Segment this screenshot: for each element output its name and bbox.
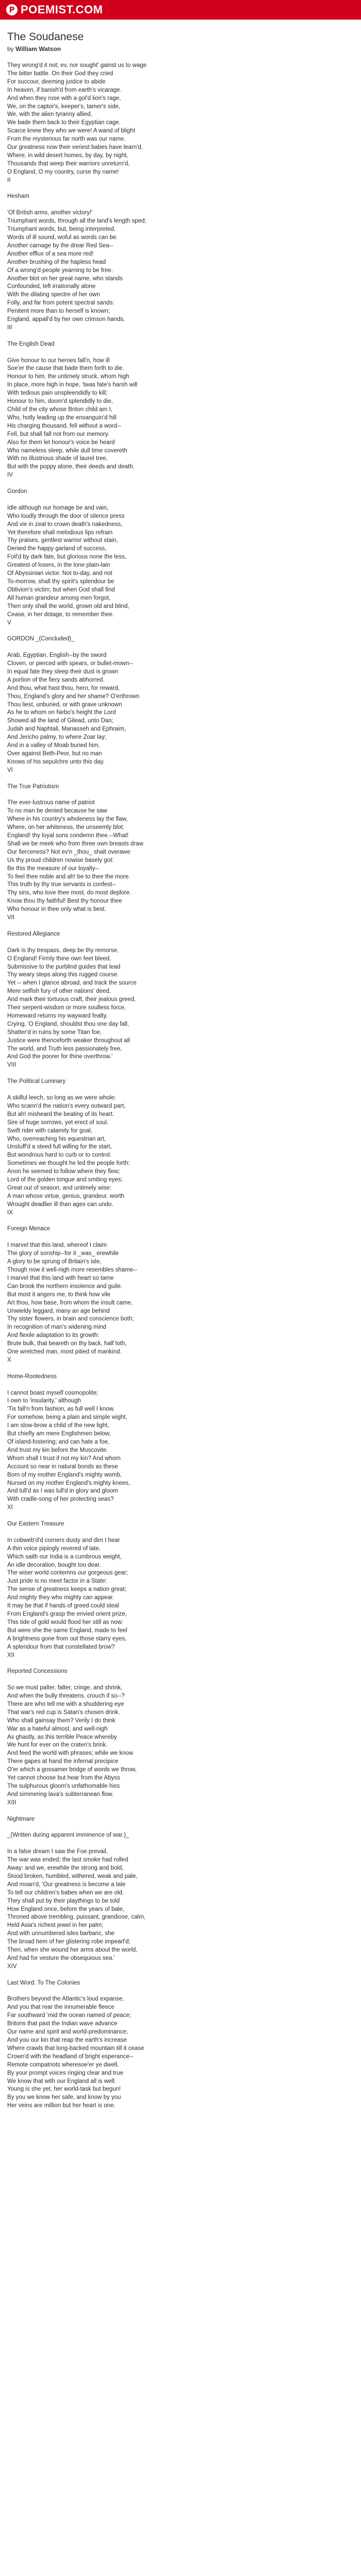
poem-line: Nightmare — [7, 1816, 35, 1822]
poem-line: Shatter'd in ruins by some Titan foe, — [7, 1029, 102, 1036]
stanza-break — [7, 496, 354, 504]
poem-line: I own to 'insularity,' although — [7, 1398, 81, 1404]
poem-line: Then, when she wound her arms about the world, — [7, 1947, 138, 1954]
poem-line: Who scann'd the nation's every outward part, — [7, 1103, 126, 1109]
poem-line: Foil'd by dark fate, but glorious none the less, — [7, 554, 127, 561]
poem-line: And in a valley of Moab buried him, — [7, 742, 100, 749]
poem-line: There are who tell me with a shuddering eye — [7, 1701, 124, 1707]
top-bar — [0, 0, 361, 20]
poem-line: Held Asia's richest jewel in her palm; — [7, 1922, 104, 1929]
poem-line: There gapes at hand the infernal precipice — [7, 1758, 119, 1765]
poem-line: In a false dream I saw the Foe prevail. — [7, 1849, 108, 1855]
poem-line: Unstuff'd a steed full willing for the start, — [7, 1144, 112, 1150]
poem-line: The ever-lustrous name of patriot — [7, 800, 95, 806]
poem-line: Folly, and far from potent spectral sands: — [7, 300, 114, 307]
poem-line: How England once, before the years of bale, — [7, 1906, 124, 1912]
poem-line: Child of the city whose Briton child am I, — [7, 406, 112, 413]
poem-line: Yet therefore shall melodious lips refrain — [7, 529, 113, 536]
poem-line: Last Word: To The Colonies — [7, 1979, 80, 1986]
poem-line: VI — [7, 767, 13, 773]
poem-line: Greatest of losers, in the lone plain-lain — [7, 562, 110, 569]
poem-line: Cease, in her dotage, to remember thee. — [7, 611, 114, 618]
poem-line: The wiser world contemns our gorgeous gear; — [7, 1570, 128, 1577]
poem-line: Stood broken, humbled, withered, weak and pale, — [7, 1873, 138, 1879]
poem-line: A skilful leech, so long as we were whole: — [7, 1094, 116, 1101]
poem-line: To tell our children's babes when we are old. — [7, 1889, 124, 1896]
stanza-break — [7, 332, 354, 341]
poem-line: Our greatness now their veriest babes have learn'd, — [7, 144, 143, 151]
poem-line: VII — [7, 914, 15, 921]
poem-line: Brute bulk, that beareth on thy back, half loth, — [7, 1341, 127, 1347]
poem-line: The Political Luminary — [7, 1078, 66, 1085]
poem-line: Born of my mother England's mighty womb, — [7, 1471, 122, 1478]
stanza-break — [7, 1823, 354, 1832]
stanza-break — [7, 1659, 354, 1668]
stanza-break — [7, 349, 354, 357]
poem-line: Over against Beth-Peor, but no man — [7, 751, 102, 757]
poem-line: Brothers beyond the Atlantic's loud expanse, — [7, 1996, 124, 2003]
poem-line: From the mysterious far north was our name. — [7, 136, 126, 143]
poem-line: We bade them back to their Egyptian cage. — [7, 120, 121, 126]
poem-line: Britons that past the Indian wave advance — [7, 2021, 118, 2027]
poem-line: Soe'er the cause that bade them forth to die. — [7, 365, 124, 372]
poem-line: England, appall'd by her own crimson hands. — [7, 316, 125, 323]
poem-line: VIII — [7, 1062, 17, 1069]
poem-content — [0, 20, 361, 2110]
poem-line: Triumphant words, through all the land's length sped; — [7, 218, 146, 225]
stanza-break — [7, 1529, 354, 1537]
poem-line: By you we know her safe, and know by you — [7, 2094, 121, 2101]
poem-line: Knows of his sepulchre unto this day. — [7, 758, 105, 765]
poem-line: Who loudly through the door of silence press — [7, 513, 125, 519]
poem-line: Shall we be meek who from three own breasts draw — [7, 840, 143, 847]
poem-line: Their serpent-wisdom or more soulless force, — [7, 1005, 126, 1011]
poem-line: Fell, but shall fall not from our memory. — [7, 431, 109, 437]
stanza-break — [7, 1381, 354, 1389]
poem-line: And thou, what hast thou, hero, for reward, — [7, 685, 120, 691]
poem-line: His charging thousand, fell without a word-- — [7, 422, 121, 429]
poem-line: Foreign Menace — [7, 1226, 51, 1232]
poem-line: O'er which a gossamer bridge of words we throw, — [7, 1767, 137, 1773]
poem-line: But were she the same England, made to feel — [7, 1627, 127, 1634]
stanza-break — [7, 1070, 354, 1078]
stanza-break — [7, 1676, 354, 1684]
poem-line: Just pride is no meet factor in a State: — [7, 1578, 107, 1585]
poem-line: Be this the measure of our loyalty-- — [7, 865, 100, 872]
poem-line: Hesham — [7, 193, 29, 200]
poem-line: I marvel that this land, whereof I claim — [7, 1242, 107, 1249]
poem-line: Her veins are million but her heart is one. — [7, 2103, 116, 2109]
byline-prefix: by — [7, 45, 16, 53]
poem-line: Sometimes we thought he led the people forth: — [7, 1160, 130, 1167]
poem-line: Our fierceness? Not ev'n _thou_ shalt overawe — [7, 849, 130, 855]
poem-line: Wrought deadlier ill than ages can undo. — [7, 1201, 113, 1208]
poem-line: Art thou, how base, from whom the insult came, — [7, 1299, 133, 1306]
poem-line: Thy praises, gentlest warrior without stain, — [7, 537, 118, 544]
poem-line: III — [7, 324, 12, 331]
poem-line: Of Abyssinian victor. Not to-day, and not — [7, 570, 112, 577]
poem-line: Honour to him, the untimely struck, whom high — [7, 374, 129, 380]
poem-line: Arab, Egyptian, English--by the sword — [7, 652, 107, 659]
poem-line: O England, O my country, curse thy name! — [7, 168, 119, 175]
stanza-break — [7, 1988, 354, 1996]
poem-line: Justice were thenceforth weaker throughout all — [7, 1037, 130, 1044]
poem-line: By your prompt voices ringing clear and true — [7, 2070, 123, 2076]
poem-line: The sense of greatness keeps a nation great; — [7, 1586, 126, 1593]
poem-line: From England's grasp the envied orient prize, — [7, 1611, 127, 1617]
poem-line: Crying, 'O England, shouldst thou one day fall, — [7, 1021, 129, 1027]
poem-line: Another efflux of a sea more red! — [7, 250, 94, 257]
poem-line: But ah! misheard the beating of its heart. — [7, 1111, 114, 1117]
poem-line: For somehow, being a plain and simple wight, — [7, 1414, 127, 1421]
poem-line: For succour, deeming justice to abide — [7, 78, 106, 85]
stanza-break — [7, 1217, 354, 1226]
poem-line: And with unnumbered isles barbaric, she — [7, 1930, 114, 1937]
poem-line: V — [7, 619, 11, 626]
poem-line: Our Eastern Treasure — [7, 1521, 64, 1528]
poem-line: And mark their tortuous craft, their jealous greed, — [7, 996, 136, 1003]
poem-line: The broad hem of her glistering robe impearl'd; — [7, 1939, 130, 1945]
poem-line: A brightness gone from out those starry eyes, — [7, 1635, 127, 1642]
poem-line: Then only shall the world, grown old and blind, — [7, 603, 129, 609]
poem-line: Thou, England's glory and her shame? O'erthrown — [7, 693, 140, 700]
author-name[interactable]: William Watson — [15, 45, 61, 53]
poem-line: Thou liest, unburied, or with grave unknown — [7, 701, 122, 708]
poem-line: IX — [7, 1209, 13, 1216]
poem-line: Can brook the northern insolence and guile. — [7, 1283, 123, 1290]
poem-line: The war was ended; the last smoke had rolled — [7, 1857, 128, 1863]
poem-line: 'Of British arms, another victory!' — [7, 210, 93, 216]
poem-line: An idle decoration, bought too dear. — [7, 1562, 101, 1568]
logo-text: POEMIST.COM — [21, 3, 103, 16]
stanza-break — [7, 939, 354, 947]
poem-line: They shall put by their playthings to be told — [7, 1897, 120, 1904]
poem-line: We hunt for ever on the craten's brink. — [7, 1742, 108, 1749]
poem-line: And flexile adaptation to its growth: — [7, 1332, 100, 1339]
poem-line: And vie in zeal to crown death's nakedness, — [7, 521, 123, 528]
stanza-break — [7, 1512, 354, 1520]
poem-line: XI — [7, 1504, 13, 1511]
poem-line: Away: and we, erewhile the strong and bold, — [7, 1865, 124, 1871]
poem-line: Sire of huge sorrows, yet erect of soul. — [7, 1119, 109, 1126]
poem-line: All human grandeur among men forgot, — [7, 595, 111, 601]
poem-line: And lull'd as I was lull'd in glory and gloom — [7, 1488, 118, 1495]
poem-line: Restored Allegiance — [7, 930, 60, 937]
poem-title: The Soudanese — [7, 31, 84, 43]
poem-line: Thy weary steps along this rugged course. — [7, 972, 119, 978]
poem-line: Who, hotly leading up the ensanguin'd hill — [7, 414, 117, 421]
poem-line: And mighty they who mighty can appear. — [7, 1595, 114, 1601]
poem-line: This truth by thy true servants is confest-- — [7, 882, 116, 888]
poem-line: Triumphant words, but, being interpreted, — [7, 226, 116, 233]
poem-line: And simmering lava's subterranean flow. — [7, 1791, 114, 1798]
poem-line: Our name and spirit and world-predominance; — [7, 2029, 128, 2036]
poem-line: Who honour in thee only what is best. — [7, 906, 106, 913]
poem-line: But with the poppy alone, their deeds and death. — [7, 464, 135, 470]
poem-line: Oblivion's victim; but when God shall find — [7, 586, 115, 593]
poem-line: Know thou thy faithful! Best thy honour thee — [7, 898, 122, 905]
poem-line: In equal fate they sleep their dust is grown — [7, 668, 119, 675]
site-logo[interactable] — [6, 3, 103, 16]
poem-line: Which saith our India is a cumbrous weight, — [7, 1553, 122, 1560]
poem-line: Scarce knew they who we were! A wand of blight — [7, 128, 136, 134]
poem-line: And moan'd, 'Our greatness is become a tale — [7, 1881, 126, 1888]
poem-line: Young is she yet, her world-task but begun! — [7, 2086, 121, 2093]
poem-line: Give honour to our heroes fall'n, how ill — [7, 357, 110, 364]
poem-line: I marvel that this land with heart so tame — [7, 1275, 114, 1281]
poem-line: Us thy proud children nowise basely got: — [7, 857, 114, 863]
stanza-break — [7, 201, 354, 209]
poem-line: A thin voice pipingly revered of late, — [7, 1545, 101, 1552]
poem-line: That war's red cup is Satan's chosen drink. — [7, 1709, 120, 1716]
poem-line: IV — [7, 472, 13, 479]
poem-line: O England! Firmly thine own feet bleed, — [7, 955, 111, 962]
poem-line: Judah and Naphtali, Manasseh and Ephraim, — [7, 726, 126, 733]
poem-line: Confounded, left irrationally alone — [7, 283, 96, 290]
poem-line: Cloven, or pierced with spears, or bullet-mown-- — [7, 660, 134, 667]
stanza-break — [7, 922, 354, 930]
poem-line: With the dilating spectre of her own — [7, 292, 100, 298]
poem-line: The English Dead — [7, 341, 55, 347]
poem-line: Though now it well-nigh more resembles shame-- — [7, 1266, 137, 1273]
poem-line: XIII — [7, 1799, 17, 1806]
poem-line: Remote compatriots wheresoe'er ye dwell, — [7, 2061, 119, 2068]
poem-line: To-morrow, shall thy spirit's splendour be — [7, 579, 114, 585]
poem-line: A splendour from that constellated brow? — [7, 1643, 115, 1650]
poem-line: In place, more high in hope, 'twas fate's harsh will — [7, 382, 138, 388]
byline — [7, 45, 354, 53]
poem-line: A portion of the fiery sands abhorred. — [7, 676, 105, 683]
poem-line: War as a hateful almost, and well-nigh — [7, 1725, 108, 1732]
poem-line: So we must palter, falter, cringe, and shrink, — [7, 1685, 123, 1691]
poem-line: The sulphurous gloom's unfathomable hiss — [7, 1783, 120, 1789]
poem-line: Dark is thy trespass, deep be thy remorse, — [7, 947, 119, 954]
poem-line: In cobweb'd'd corners dusty and dim I hear — [7, 1537, 120, 1544]
poem-line: But chiefly am mere Englishmen below, — [7, 1431, 111, 1437]
stanza-break — [7, 791, 354, 800]
poem-line: To no man be denied because he saw — [7, 808, 107, 815]
poem-line: XIV — [7, 1963, 17, 1970]
poem-line: Showed all the land of Gilead, unto Dan; — [7, 718, 113, 724]
stanza-break — [7, 775, 354, 783]
poem-line: In recognition of man's widening mind — [7, 1324, 107, 1331]
poem-line: Whom shall I trust if not my kin? And whom — [7, 1455, 121, 1462]
poem-line: Home-Rootedness — [7, 1373, 57, 1380]
poem-line: In heaven, if banish'd from earth's vicarage. — [7, 87, 122, 93]
poem-line: And Jericho palmy, to where Zoar lay; — [7, 734, 107, 741]
poem-line: Denied the happy garland of success, — [7, 546, 107, 552]
poem-line: England! thy loyal sons condemn thee.--What! — [7, 833, 129, 839]
poem-line: And when they rose with a gol'd lion's rage, — [7, 95, 121, 101]
poem-line: And you our kin that reap the earth's increase — [7, 2037, 127, 2043]
poem-line: Words of ill sound, woful as words can be. — [7, 234, 118, 241]
stanza-break — [7, 1233, 354, 1242]
stanza-break — [7, 1086, 354, 1094]
stanza-break — [7, 1971, 354, 1979]
poem-body — [7, 62, 354, 2110]
poem-line: 'Tis fall'n from fashion, as full well I know. — [7, 1406, 115, 1413]
poem-line: It may be that if hands of greed could steal — [7, 1603, 119, 1609]
stanza-break — [7, 1840, 354, 1848]
poem-line: Honour to him, doom'd splendidly to die, — [7, 398, 113, 405]
poem-line: Where, on her whiteness, the unseemly blot: — [7, 824, 124, 831]
poem-line: Swift rider with calamity for goal, — [7, 1127, 92, 1134]
poem-line: The True Patriotism — [7, 783, 59, 790]
poem-line: The world, and Truth less passionately free, — [7, 1045, 122, 1052]
poem-line: X — [7, 1357, 11, 1363]
stanza-break — [7, 1807, 354, 1816]
poem-line: Homeward returns my wayward fealty, — [7, 1012, 108, 1019]
poem-line: And had for vesture the obsequious sea.' — [7, 1955, 115, 1961]
poem-line: The glory of sonship--for it _was_ erewhile — [7, 1250, 119, 1257]
poem-line: But wondrous hard to curb or to control. — [7, 1152, 111, 1159]
poem-line: And trust my kin before the Muscovite. — [7, 1447, 108, 1453]
poem-line: Thy sister flowers, in brain and conscience both; — [7, 1316, 134, 1323]
poem-line: And feed the world with phrases; while we know — [7, 1750, 134, 1757]
poem-line: II — [7, 177, 11, 183]
poem-line: The bitter battle. On their God they cried — [7, 70, 113, 77]
poem-line: Where in his country's wholeness lay the flaw, — [7, 816, 128, 823]
poem-line: Mere selfish fury of other nations' deed, — [7, 988, 111, 995]
stanza-break — [7, 480, 354, 488]
poem-line: I cannot boast myself cosmopolite; — [7, 1389, 99, 1396]
poem-line: And you that rear the innumerable fleece — [7, 2004, 114, 2011]
poem-line: Yet -- when I glance abroad, and track the source — [7, 980, 137, 987]
poem-line: With no illustrious shade of laurel tree, — [7, 455, 108, 462]
poem-line: As ghastly, as this terrible Peace whereby — [7, 1734, 117, 1740]
poem-line: Far southward 'mid the ocean named of peace; — [7, 2012, 132, 2019]
poem-line: With cradle-song of her protecting seas? — [7, 1496, 114, 1503]
stanza-break — [7, 627, 354, 635]
poem-line: Who shall gainsay them? Verily I do think — [7, 1717, 116, 1724]
poem-line: Throned above trembling, puissant, grandiose, calm, — [7, 1914, 145, 1921]
poem-line: Also for them let honour's voice be heard — [7, 439, 115, 446]
poem-line: Reported Concessions — [7, 1668, 68, 1675]
poem-line: Another brushing of the hapless head — [7, 259, 106, 265]
poem-line: One wretched man, most pitied of mankind. — [7, 1349, 122, 1355]
poem-line: Another blot on her great name, who stands — [7, 275, 123, 282]
poem-line: We, with the alien tyranny allied, — [7, 111, 92, 118]
poem-line: Who, overreaching his equestrian art, — [7, 1136, 106, 1142]
poem-line: Gordon — [7, 488, 27, 495]
stanza-break — [7, 1365, 354, 1373]
poem-line: Anon he seemed to follow where they flew; — [7, 1168, 120, 1175]
poem-line: Where crawls that long-backed mountain till it cease — [7, 2045, 144, 2052]
poem-line: And God the poorer for thine overthrow.' — [7, 1054, 113, 1060]
poem-line: Of a wrong'd people yearning to be free. — [7, 267, 113, 274]
poem-line: XII — [7, 1652, 15, 1658]
logo-mark: P — [6, 4, 18, 15]
poem-line: But most it angers me, to think how vile — [7, 1291, 111, 1298]
poem-line: As he to whom on Nebo's height the Lord — [7, 709, 116, 716]
poem-line: Submissive to the purblind guides that lead — [7, 963, 121, 970]
poem-line: A glory to be sprung of Britain's isle, — [7, 1259, 102, 1265]
poem-line: Another carnage by the drear Red Sea-- — [7, 242, 113, 249]
poem-line: Nursed on my mother England's mighty knees, — [7, 1480, 130, 1486]
poem-line: A man whose virtue, genius, grandeur, worth — [7, 1193, 124, 1199]
stanza-break — [7, 185, 354, 193]
poem-line: _(Written during apparent imminence of war.)_ — [7, 1832, 129, 1839]
poem-line: Thy sins, who love thee most, do most deplore. — [7, 890, 132, 896]
poem-line: GORDON _(Concluded)_ — [7, 636, 75, 642]
poem-line: I am slow-brow a child of the new light, — [7, 1422, 109, 1429]
poem-line: This tide of gold would flood her still as now: — [7, 1619, 124, 1625]
poem-line: Yet cannot choose but hear from the Abyss — [7, 1775, 120, 1782]
poem-line: Unwieldy leggard, many an age behind — [7, 1308, 110, 1314]
poem-line: Idle although our homage be and vain, — [7, 504, 109, 511]
poem-line: Great out of season, and untimely wise: — [7, 1184, 111, 1191]
poem-line: Who nameless sleep, while dull time covereth — [7, 447, 127, 454]
poem-line: With tedious pain unspleendidly to kill; — [7, 390, 108, 397]
poem-line: Account so near in natural bonds as these — [7, 1463, 118, 1470]
poem-line: To feel thee noble and ah! be to thee the more. — [7, 873, 130, 880]
poem-line: Crown'd with the headland of bright esperance-- — [7, 2053, 134, 2060]
stanza-break — [7, 643, 354, 652]
poem-line: Lord of the golden tongue and smiting eyes; — [7, 1177, 123, 1183]
poem-line: Thousands that weep their warriors unreturn'd, — [7, 160, 130, 167]
poem-line: And when the bully threatens, crouch if so--? — [7, 1693, 125, 1699]
poem-line: They wrong'd it not; ev, nor sought' gainst us to wage — [7, 62, 147, 69]
poem-line: Where, in wild desert homes, by day, by night, — [7, 152, 128, 159]
poem-line: Of island-fostering; and can hate a foe, — [7, 1438, 110, 1445]
poem-line: We, on the captor's, keeper's, tamer's side, — [7, 103, 121, 110]
poem-line: Penitent more than to herself is known; — [7, 308, 110, 315]
poem-line: We know that with our England all is well: — [7, 2078, 116, 2084]
